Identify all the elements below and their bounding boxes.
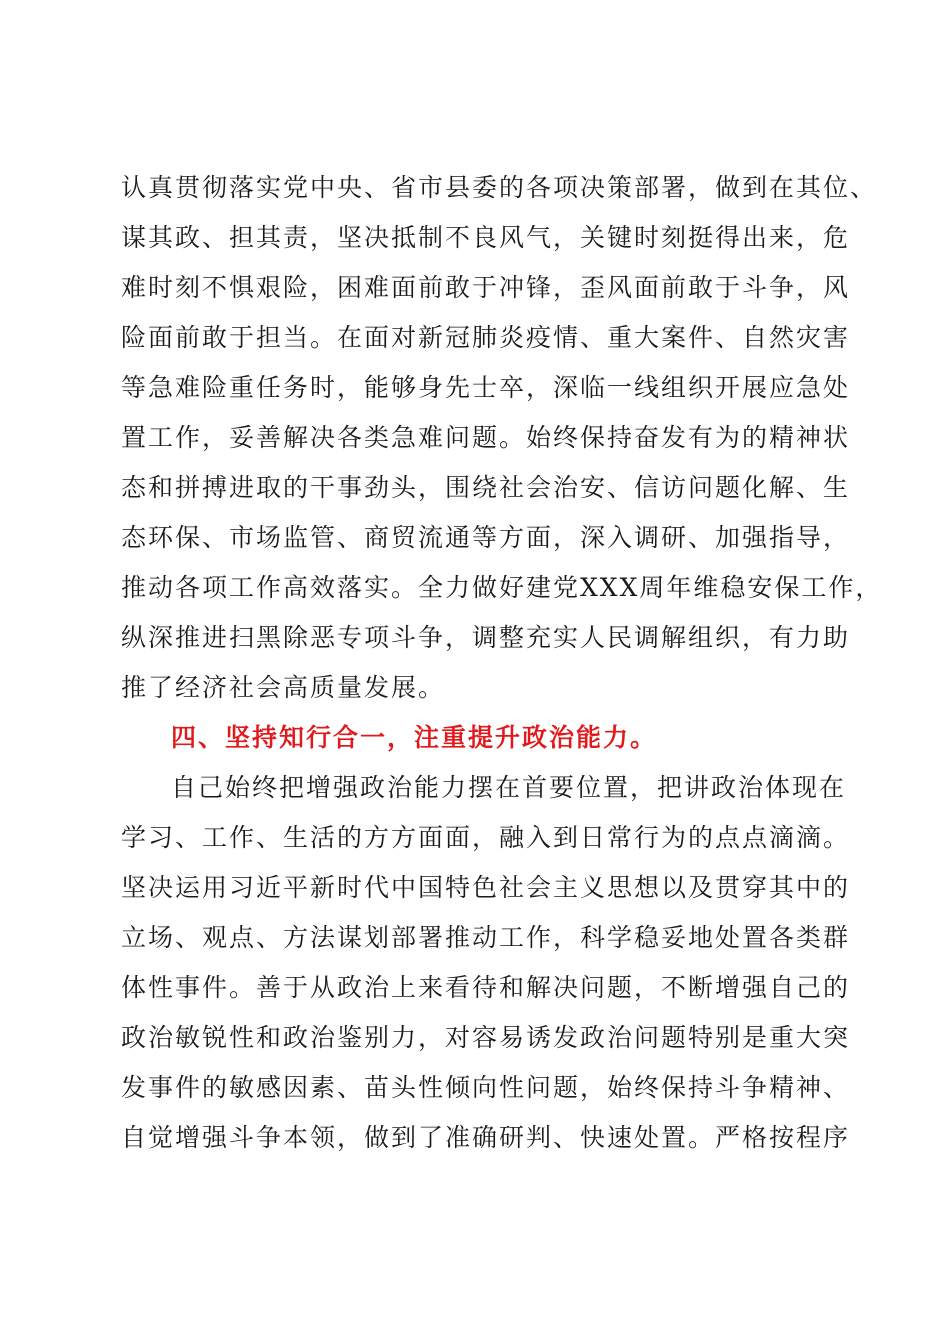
paragraph-2-line: 政治敏锐性和政治鉴别力，对容易诱发政治问题特别是重大突	[121, 1023, 851, 1052]
paragraph-1-line: 推动各项工作高效落实。全力做好建党XXX周年维稳安保工作，	[121, 573, 883, 602]
paragraph-2-line: 学习、工作、生活的方方面面，融入到日常行为的点点滴滴。	[121, 823, 851, 852]
paragraph-2-line: 自己始终把增强政治能力摆在首要位置，把讲政治体现在	[171, 773, 847, 802]
paragraph-2-line: 立场、观点、方法谋划部署推动工作，科学稳妥地处置各类群	[121, 923, 851, 952]
paragraph-1-line: 难时刻不惧艰险，困难面前敢于冲锋，歪风面前敢于斗争，风	[121, 273, 851, 302]
paragraph-2-line: 体性事件。善于从政治上来看待和解决问题，不断增强自己的	[121, 973, 851, 1002]
paragraph-2-line: 坚决运用习近平新时代中国特色社会主义思想以及贯穿其中的	[121, 873, 851, 902]
paragraph-2-line: 发事件的敏感因素、苗头性倾向性问题，始终保持斗争精神、	[121, 1073, 851, 1102]
paragraph-1-line: 等急难险重任务时，能够身先士卒，深临一线组织开展应急处	[121, 373, 851, 402]
paragraph-2-line: 自觉增强斗争本领，做到了准确研判、快速处置。严格按程序	[121, 1123, 851, 1152]
paragraph-1-line: 险面前敢于担当。在面对新冠肺炎疫情、重大案件、自然灾害	[121, 323, 851, 352]
paragraph-1-line: 置工作，妥善解决各类急难问题。始终保持奋发有为的精神状	[121, 423, 851, 452]
paragraph-1-line: 推了经济社会高质量发展。	[121, 673, 446, 702]
paragraph-1-line: 态环保、市场监管、商贸流通等方面，深入调研、加强指导，	[121, 523, 851, 552]
paragraph-1-line: 谋其政、担其责，坚决抵制不良风气，关键时刻挺得出来，危	[121, 223, 851, 252]
paragraph-1-line: 纵深推进扫黑除恶专项斗争，调整充实人民调解组织，有力助	[121, 623, 851, 652]
section-heading: 四、坚持知行合一，注重提升政治能力。	[171, 723, 658, 752]
paragraph-1-line: 态和拼搏进取的干事劲头，围绕社会治安、信访问题化解、生	[121, 473, 851, 502]
paragraph-1-line: 认真贯彻落实党中央、省市县委的各项决策部署，做到在其位、	[121, 173, 878, 202]
